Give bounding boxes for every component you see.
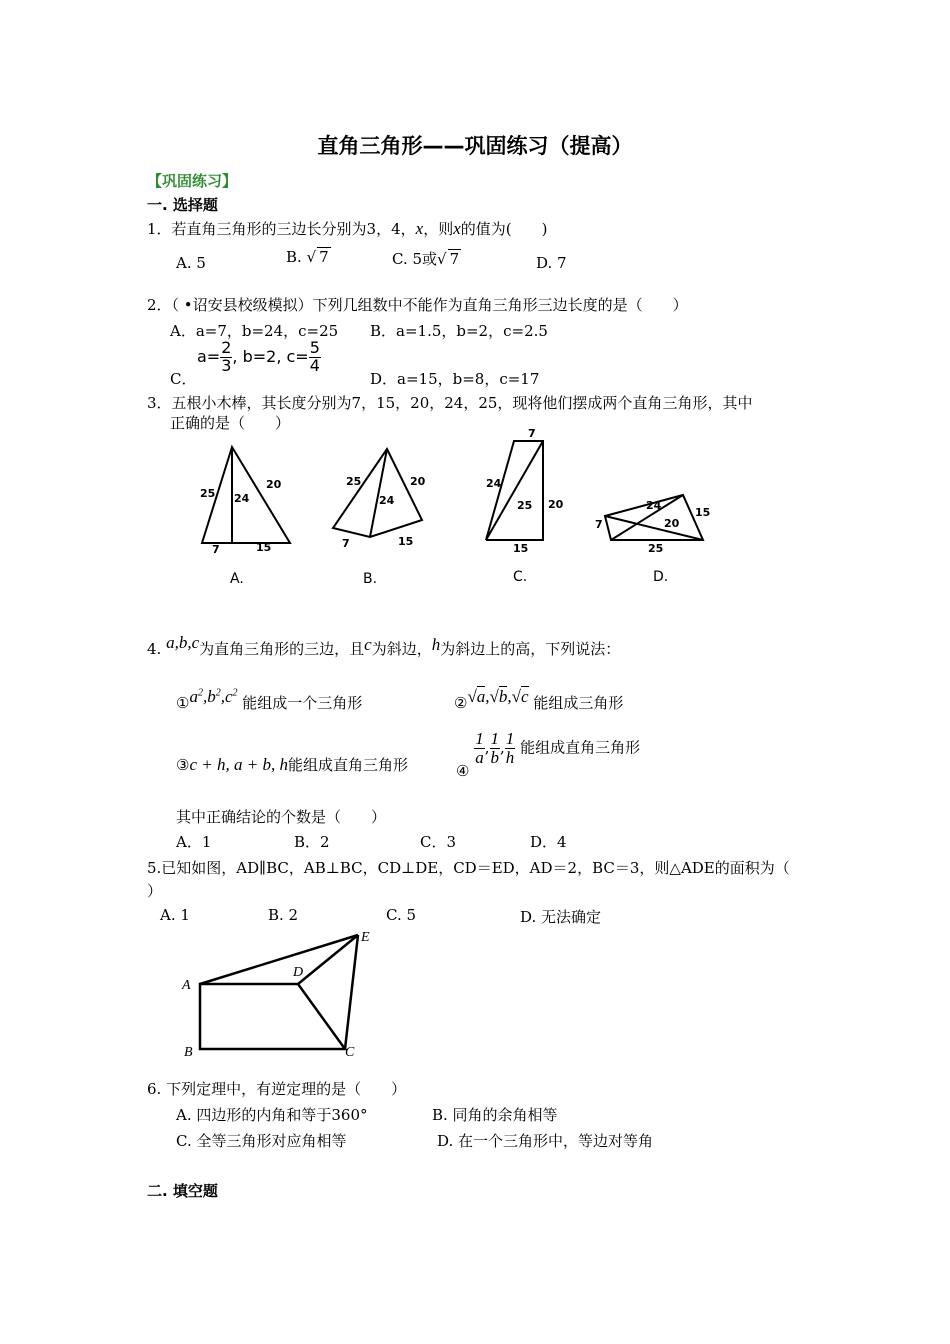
q4-vars: a,b,c — [166, 633, 200, 652]
q4-t1: 为直角三角形的三边，且 — [199, 640, 365, 658]
q1-option-c-radicand: 7 — [449, 250, 460, 268]
section-tag: 【巩固练习】 — [147, 172, 238, 190]
q4-option-b: B．2 — [294, 833, 330, 851]
fig-b-n1: 25 — [346, 475, 362, 488]
q1-var-x2: x — [453, 219, 461, 238]
q5-point-a: A — [182, 978, 191, 993]
q1-post: 的值为( ) — [460, 220, 548, 238]
q5-option-b: B. 2 — [268, 906, 299, 924]
fig-d-label: D. — [653, 569, 669, 585]
q2-stem: 2．（ •诏安县校级模拟）下列几组数中不能作为直角三角形三边长度的是（ ） — [147, 296, 688, 314]
q2-frac-c: $\frac{5}{4}$ — [309, 338, 320, 375]
q4-var-h: h — [431, 635, 441, 654]
fig-c-n3: 25 — [517, 499, 533, 512]
q4-s3-mark: ③ — [176, 756, 190, 774]
q4-stem — [147, 633, 621, 659]
q2-c-b: , b=2, c= — [232, 346, 309, 366]
q1-option-c — [392, 248, 461, 269]
q4-s4-text: 能组成直角三角形 — [520, 738, 641, 757]
q5-line1: 5.已知如图，AD∥BC，AB⊥BC，CD⊥DE，CD＝ED，AD＝2，BC＝3，则△ADE的面积为（ — [147, 859, 790, 877]
fig-a-n1: 25 — [200, 487, 216, 500]
fig-c-n5: 15 — [513, 542, 529, 555]
q5-line-de — [298, 935, 358, 984]
fig-d-n5: 25 — [648, 542, 664, 555]
q4-option-a: A．1 — [176, 833, 212, 851]
fig-c-shape — [486, 441, 543, 540]
q6-option-d: D. 在一个三角形中，等边对等角 — [437, 1132, 654, 1150]
q5-figure — [170, 922, 390, 1067]
q4-s1-mark: ① — [176, 694, 190, 712]
q5-point-e: E — [361, 930, 370, 945]
q5-point-b: B — [184, 1045, 193, 1060]
q3-figure-c — [486, 427, 564, 585]
q3-figures — [180, 425, 740, 600]
q1-option-b-label: B. — [286, 248, 307, 266]
fig-c-label: C. — [513, 569, 528, 585]
fig-b-n2: 24 — [379, 494, 395, 507]
q1-stem — [147, 218, 547, 239]
q1-option-a: A. 5 — [176, 254, 206, 272]
q3-figure-a — [200, 447, 290, 587]
q2-option-c-label: C． — [170, 370, 197, 388]
part1-heading: 一. 选择题 — [147, 196, 218, 214]
sqrt-icon: √ 7 — [437, 250, 460, 268]
q5-line-ec — [345, 935, 358, 1049]
q4-num: 4. — [147, 640, 162, 658]
fig-a-n4: 7 — [212, 543, 220, 556]
fig-a-n2: 24 — [234, 492, 250, 505]
fig-c-n2: 24 — [486, 477, 502, 490]
q4-var-c: c — [364, 635, 372, 654]
q1-option-d: D. 7 — [536, 254, 567, 272]
q4-count-question: 其中正确结论的个数是（ ） — [176, 808, 387, 826]
q6-stem: 6. 下列定理中，有逆定理的是（ ） — [147, 1080, 407, 1098]
q4-s3-expr: c + h, a + b, h — [189, 755, 288, 774]
q5-trapezoid — [200, 984, 345, 1049]
q4-frac-a: $\frac{1}{a}$ — [475, 729, 484, 767]
fig-b-label: B. — [363, 571, 378, 587]
q2-option-d: D．a=15，b=8，c=17 — [370, 370, 540, 388]
q4-statement-4: ④ $\frac{1}{a}$ , $\frac{1}{b}$ , $\frac{1}{h}$ 能组成直角三角形 — [456, 729, 641, 781]
q3-figure-b — [333, 449, 426, 587]
q1-pre: 1．若直角三角形的三边长分别为3，4， — [147, 220, 416, 238]
q2-option-b: B．a=1.5，b=2，c=2.5 — [370, 322, 548, 340]
q1-var-x: x — [415, 219, 424, 238]
part2-heading: 二. 填空题 — [147, 1182, 218, 1200]
fig-c-n4: 20 — [548, 498, 564, 511]
q5-option-c: C. 5 — [386, 906, 417, 924]
fig-d-n1: 7 — [595, 518, 603, 531]
q5-line2: ） — [147, 882, 163, 900]
q4-frac-h: $\frac{1}{h}$ — [505, 729, 515, 767]
q1-option-c-label: C. 5或 — [392, 250, 438, 268]
q4-option-c: C．3 — [420, 833, 457, 851]
fig-d-n4: 15 — [695, 506, 711, 519]
q4-statement-1: $①a^2,b^2,c^2$ 能组成一个三角形 — [176, 687, 363, 712]
q4-t3: 为斜边上的高，下列说法： — [440, 640, 621, 658]
q4-s2-expr: √a,√b,√c — [467, 687, 529, 706]
q6-option-a: A. 四边形的内角和等于360° — [176, 1106, 368, 1124]
q4-s2-text: 能组成三角形 — [533, 694, 624, 712]
fig-d-n3: 20 — [664, 517, 680, 530]
fig-c-n1: 7 — [528, 427, 536, 440]
q4-option-d: D．4 — [530, 833, 567, 851]
q3-line1: 3．五根小木棒，其长度分别为7，15，20，24，25，现将他们摆成两个直角三角形，其中 — [147, 394, 753, 412]
q6-option-c: C. 全等三角形对应角相等 — [176, 1132, 347, 1150]
sqrt-icon: √ 7 — [306, 248, 329, 266]
q3-figure-d — [595, 495, 710, 585]
q2-frac-a: $\frac{2}{3}$ — [221, 338, 232, 375]
q4-s3-text: 能组成直角三角形 — [287, 756, 408, 774]
q2-c-a: a= — [197, 346, 221, 366]
q1-mid: ，则 — [423, 220, 454, 238]
page-title: 直角三角形——巩固练习（提高） — [317, 134, 633, 158]
fig-a-label: A. — [230, 571, 244, 587]
fig-b-n4: 7 — [342, 537, 350, 550]
q2-option-c — [197, 340, 321, 375]
q4-s2-mark: ② — [454, 694, 468, 712]
q4-statement-3 — [176, 754, 408, 775]
q3-line2: 正确的是（ ） — [170, 414, 291, 432]
q4-s4-mark: ④ — [456, 762, 470, 781]
q5-point-d: D — [293, 965, 304, 980]
fig-d-cross-1 — [605, 516, 703, 540]
fig-b-n5: 15 — [398, 535, 414, 548]
q1-option-b-radicand: 7 — [319, 248, 329, 266]
q2-option-a: A．a=7，b=24，c=25 — [170, 322, 339, 340]
q5-option-d: D. 无法确定 — [520, 908, 602, 926]
q1-option-b — [286, 248, 331, 266]
q4-frac-b: $\frac{1}{b}$ — [490, 729, 500, 767]
fig-a-n3: 20 — [266, 478, 282, 491]
fig-b-n3: 20 — [410, 475, 426, 488]
fig-d-n2: 24 — [646, 499, 662, 512]
q5-option-a: A. 1 — [160, 906, 190, 924]
q5-line-ae — [200, 935, 358, 984]
q4-t2: 为斜边， — [371, 640, 432, 658]
q6-option-b: B. 同角的余角相等 — [432, 1106, 558, 1124]
fig-a-n5: 15 — [256, 541, 272, 554]
q4-statement-2 — [454, 687, 624, 713]
q4-s1-text: 能组成一个三角形 — [242, 694, 363, 712]
q5-point-c: C — [345, 1045, 355, 1060]
